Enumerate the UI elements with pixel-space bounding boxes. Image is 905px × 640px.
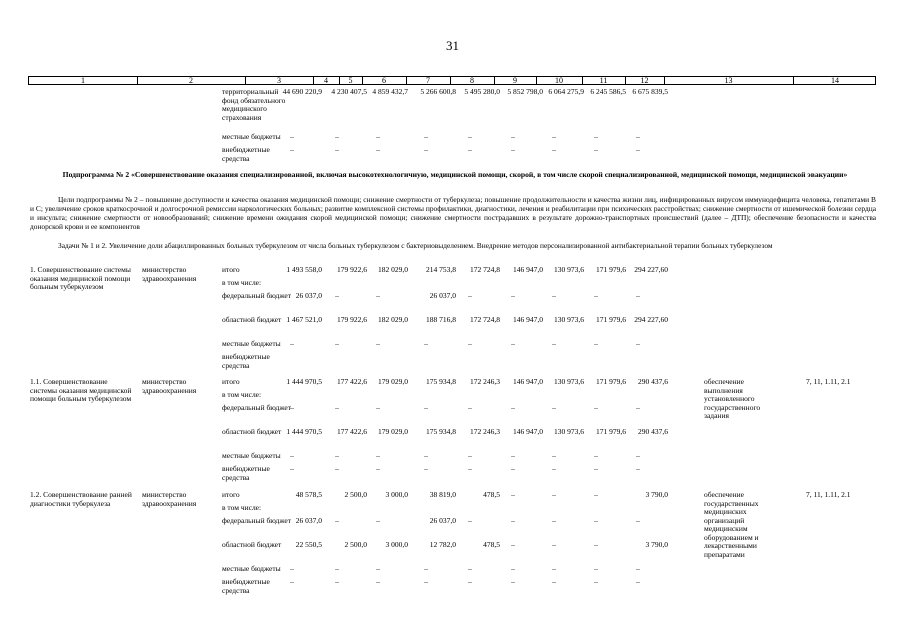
measure-row-value: – [511,516,515,525]
measure-row-value: – [594,564,598,573]
continuation-row-value: – [511,132,515,141]
measure-row-value: 177 422,6 [337,377,367,386]
measure-row-value: 172 724,8 [470,265,500,274]
continuation-row-value: – [511,145,515,154]
measure-row-value: – [376,577,380,586]
measure-row-value: 22 550,5 [295,540,322,549]
measure-row-value: 175 934,8 [426,427,456,436]
measure-name: 1.2. Совершенствование ранней диагностики туберкулеза [30,490,132,508]
measure-row-value: 1 493 558,0 [286,265,322,274]
measure-row-value: 171 979,6 [596,427,626,436]
measure-row-value: – [636,451,640,460]
funding-source-label: областной бюджет [222,427,282,436]
funding-source-label: местные бюджеты [222,564,281,573]
measure-row-value: 26 037,0 [429,291,456,300]
continuation-row-value: 6 245 586,5 [590,87,626,96]
measure-row-value: – [552,464,556,473]
measure-row-value: 214 753,8 [426,265,456,274]
measure-row-value: – [424,403,428,412]
table-header-row [28,76,876,85]
measure-row-value: – [636,464,640,473]
header-column-divider [339,77,340,84]
header-cell-10: 10 [555,76,563,85]
measure-row-value: – [552,516,556,525]
measure-row-value: – [552,339,556,348]
measure-row-value: 179 922,6 [337,315,367,324]
measure-row-value: – [594,451,598,460]
measure-row-value: – [594,291,598,300]
measure-row-value: – [552,291,556,300]
measure-row-value: 478,5 [483,490,500,499]
measure-row-value: 294 227,60 [634,315,668,324]
measure-row-value: 290 437,6 [638,377,668,386]
funding-source-label: территориальный фонд обязательного медицинского страхования [222,87,286,122]
continuation-row-value: – [594,132,598,141]
measure-row-value: – [511,490,515,499]
measure-row-value: – [290,564,294,573]
continuation-row-value: 4 859 432,7 [372,87,408,96]
measure-row-value: – [594,490,598,499]
measure-row-value: – [552,540,556,549]
measure-row-value: 130 973,6 [554,377,584,386]
measure-row-value: – [290,403,294,412]
measure-row-value: 12 782,0 [429,540,456,549]
measure-row-value: – [424,451,428,460]
measure-row-value: 146 947,0 [513,315,543,324]
measure-row-value: – [636,403,640,412]
header-column-divider [664,77,665,84]
measure-row-value: – [424,339,428,348]
funding-source-label: внебюджетные средства [222,145,270,163]
continuation-row-value: – [594,145,598,154]
header-cell-14: 14 [831,76,839,85]
measure-row-value: – [468,451,472,460]
funding-source-label: местные бюджеты [222,451,281,460]
measure-row-value: – [424,564,428,573]
header-cell-1: 1 [81,76,85,85]
funding-source-label: внебюджетные средства [222,352,270,370]
measure-row-value: 130 973,6 [554,265,584,274]
measure-row-value: – [468,464,472,473]
measure-row-value: 1 467 521,0 [286,315,322,324]
measure-row-value: – [594,339,598,348]
measure-executor: министерство здравоохранения [142,490,197,508]
measure-indicators: 7, 11, 1.11, 2.1 [806,377,851,386]
measure-row-value: – [511,451,515,460]
funding-source-label: итого [222,265,240,274]
funding-source-label: в том числе: [222,278,262,287]
measure-name: 1.1. Совершенствование системы оказания медицинской помощи больным туберкулезом [30,377,132,403]
measure-row-value: 188 716,8 [426,315,456,324]
continuation-row-value: 5 266 600,8 [420,87,456,96]
measure-row-value: 3 000,0 [385,490,408,499]
measure-row-value: 182 029,0 [378,265,408,274]
continuation-row-value: – [468,132,472,141]
continuation-row-value: – [636,145,640,154]
measure-row-value: 26 037,0 [295,291,322,300]
measure-row-value: – [376,464,380,473]
measure-row-value: 171 979,6 [596,377,626,386]
header-column-divider [625,77,626,84]
measure-name: 1. Совершенствование системы оказания медицинской помощи больным туберкулезом [30,265,131,291]
measure-row-value: – [468,564,472,573]
measure-result: обеспечение выполнения установленного государственного задания [704,377,761,420]
measure-row-value: 294 227,60 [634,265,668,274]
header-cell-3: 3 [277,76,281,85]
measure-row-value: 146 947,0 [513,265,543,274]
measure-row-value: – [376,564,380,573]
header-cell-6: 6 [382,76,386,85]
measure-row-value: – [594,577,598,586]
measure-row-value: – [636,291,640,300]
measure-executor: министерство здравоохранения [142,377,197,395]
measure-indicators: 7, 11, 1.11, 2.1 [806,490,851,499]
measure-row-value: – [511,577,515,586]
measure-row-value: – [376,451,380,460]
funding-source-label: местные бюджеты [222,132,281,141]
header-cell-11: 11 [599,76,608,85]
header-cell-2: 2 [189,76,193,85]
measure-row-value: – [424,577,428,586]
continuation-row-value: 5 852 798,0 [507,87,543,96]
measure-row-value: 1 444 970,5 [286,377,322,386]
measure-row-value: – [594,540,598,549]
measure-row-value: – [511,291,515,300]
measure-result: обеспечение государственных медицинских организаций медицинским оборудованием и лекарственными препаратами [704,490,759,559]
measure-row-value: – [335,339,339,348]
continuation-row-value: – [468,145,472,154]
subprogram-title: Подпрограмма № 2 «Совершенствование оказания специализированной, включая высокотехнологичную, медицинской помощи, скорой, в том числе скорой специализированной, медицинской помощи, медицинской эвакуации» [62,170,848,179]
measure-row-value: – [468,403,472,412]
measure-row-value: – [335,516,339,525]
funding-source-label: итого [222,490,240,499]
header-cell-8: 8 [470,76,474,85]
continuation-row-value: – [290,132,294,141]
header-cell-9: 9 [513,76,517,85]
continuation-row-value: 5 495 280,0 [464,87,500,96]
funding-source-label: федеральный бюджет [222,291,292,300]
measure-row-value: – [594,403,598,412]
measure-row-value: – [424,464,428,473]
measure-row-value: 130 973,6 [554,427,584,436]
measure-row-value: 172 246,3 [470,427,500,436]
measure-row-value: 172 724,8 [470,315,500,324]
measure-row-value: 172 246,3 [470,377,500,386]
continuation-row-value: – [335,145,339,154]
measure-row-value: – [552,451,556,460]
measure-row-value: – [376,516,380,525]
measure-row-value: 171 979,6 [596,315,626,324]
measure-executor: министерство здравоохранения [142,265,197,283]
measure-row-value: – [594,464,598,473]
continuation-row-value: – [376,132,380,141]
measure-row-value: – [468,339,472,348]
measure-row-value: – [636,564,640,573]
continuation-row-value: – [636,132,640,141]
measure-row-value: 171 979,6 [596,265,626,274]
measure-row-value: 2 500,0 [344,490,367,499]
measure-row-value: – [335,291,339,300]
measure-row-value: – [552,577,556,586]
header-column-divider [362,77,363,84]
header-column-divider [793,77,794,84]
continuation-row-value: 6 675 839,5 [632,87,668,96]
measure-row-value: – [468,516,472,525]
measure-row-value: 26 037,0 [295,516,322,525]
funding-source-label: в том числе: [222,503,262,512]
header-cell-12: 12 [640,76,649,85]
continuation-row-value: – [424,145,428,154]
header-column-divider [536,77,537,84]
measure-row-value: 179 922,6 [337,265,367,274]
header-column-divider [137,77,138,84]
measure-row-value: – [468,577,472,586]
measure-row-value: 130 973,6 [554,315,584,324]
measure-row-value: – [335,451,339,460]
continuation-row-value: 6 064 275,9 [548,87,584,96]
header-column-divider [313,77,314,84]
measure-row-value: – [511,339,515,348]
measure-row-value: – [552,403,556,412]
measure-row-value: 38 819,0 [429,490,456,499]
funding-source-label: областной бюджет [222,540,282,549]
measure-row-value: – [290,339,294,348]
measure-row-value: 3 790,0 [645,540,668,549]
measure-row-value: – [376,403,380,412]
measure-row-value: – [636,516,640,525]
measure-row-value: – [290,451,294,460]
header-column-divider [582,77,583,84]
continuation-row-value: 44 690 220,9 [282,87,322,96]
measure-row-value: 478,5 [483,540,500,549]
header-cell-7: 7 [426,76,430,85]
measure-row-value: – [511,540,515,549]
measure-row-value: – [290,464,294,473]
measure-row-value: 175 934,8 [426,377,456,386]
header-column-divider [450,77,451,84]
funding-source-label: местные бюджеты [222,339,281,348]
header-cell-4: 4 [324,76,328,85]
funding-source-label: в том числе: [222,390,262,399]
header-column-divider [406,77,407,84]
continuation-row-value: – [290,145,294,154]
funding-source-label: внебюджетные средства [222,464,270,482]
measure-row-value: – [376,291,380,300]
measure-row-value: – [511,403,515,412]
funding-source-label: федеральный бюджет [222,516,292,525]
measure-row-value: 182 029,0 [378,315,408,324]
subprogram-tasks: Задачи № 1 и 2. Увеличение доли абациллированных больных туберкулезом от числа больных туберкулезом с бактериовыделением. Внедрение методов персонализированной антибактериальной терапии больных туберкулезом [58,241,773,250]
measure-row-value: – [636,577,640,586]
continuation-row-value: – [424,132,428,141]
measure-row-value: – [636,339,640,348]
measure-row-value: 146 947,0 [513,427,543,436]
measure-row-value: 179 029,0 [378,427,408,436]
funding-source-label: внебюджетные средства [222,577,270,595]
continuation-row-value: 4 230 407,5 [331,87,367,96]
subprogram-goals: Цели подпрограммы № 2 – повышение доступности и качества оказания медицинской помощи; снижение смертности от туберкулеза; повышение продолжительности и качества жизни лиц, инфицированных вирусом иммунодефицита человека, гепатитами В и С; увеличение сроков краткосрочной и долгосрочной ремиссии наркологических больных; развитие комплексной системы профилактики, диагностики, лечения и реабилитации при психических расстройствах; снижение смертности от ишемической болезни сердца и инсульта; снижение смертности от новообразований; снижение времени ожидания скорой медицинской помощи; снижение смертности пострадавших в результате дорожно-транспортных происшествий (далее – ДТП); обеспечение безопасности и качества донорской крови и ее компонентов [30,195,876,231]
header-cell-13: 13 [724,76,733,85]
measure-row-value: – [511,564,515,573]
funding-source-label: федеральный бюджет [222,403,292,412]
header-column-divider [494,77,495,84]
measure-row-value: 3 790,0 [645,490,668,499]
measure-row-value: – [552,564,556,573]
measure-row-value: – [335,564,339,573]
measure-row-value: – [594,516,598,525]
continuation-row-value: – [376,145,380,154]
measure-row-value: 48 578,5 [295,490,322,499]
measure-row-value: – [335,577,339,586]
measure-row-value: – [511,464,515,473]
header-column-divider [245,77,246,84]
measure-row-value: – [376,339,380,348]
measure-row-value: 2 500,0 [344,540,367,549]
measure-row-value: 290 437,6 [638,427,668,436]
measure-row-value: 146 947,0 [513,377,543,386]
measure-row-value: – [290,577,294,586]
funding-source-label: итого [222,377,240,386]
header-cell-5: 5 [348,76,353,85]
measure-row-value: – [552,490,556,499]
funding-source-label: областной бюджет [222,315,282,324]
measure-row-value: – [335,464,339,473]
measure-row-value: 177 422,6 [337,427,367,436]
continuation-row-value: – [335,132,339,141]
continuation-row-value: – [552,132,556,141]
measure-row-value: – [468,291,472,300]
measure-row-value: 3 000,0 [385,540,408,549]
measure-row-value: – [335,403,339,412]
continuation-row-value: – [552,145,556,154]
measure-row-value: 1 444 970,5 [286,427,322,436]
measure-row-value: 179 029,0 [378,377,408,386]
page-number: 31 [446,38,459,53]
measure-row-value: 26 037,0 [429,516,456,525]
